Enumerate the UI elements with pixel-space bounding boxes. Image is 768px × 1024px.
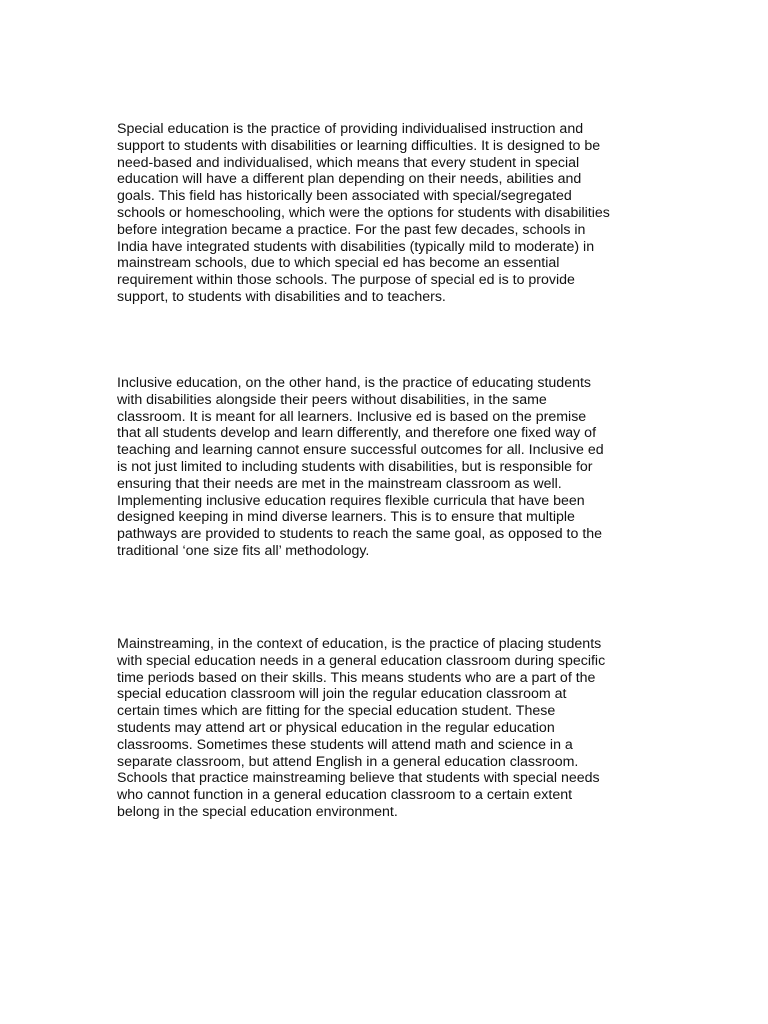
text-line: belong in the special education environment. bbox=[117, 803, 398, 820]
text-line: education will have a different plan depending on their needs, abilities and bbox=[117, 171, 582, 188]
text-line: with disabilities alongside their peers without disabilities, in the same bbox=[117, 391, 547, 408]
text-line: teaching and learning cannot ensure successful outcomes for all. Inclusive ed bbox=[117, 442, 604, 459]
text-line: support to students with disabilities or learning difficulties. It is designed to be bbox=[117, 137, 601, 154]
text-line: Inclusive education, on the other hand, is the practice of educating students bbox=[117, 375, 592, 391]
text-line: support, to students with disabilities and to teachers. bbox=[117, 288, 446, 305]
text-line: is not just limited to including students with disabilities, but is responsible for bbox=[117, 458, 593, 475]
text-line: special education classroom will join the regular education classroom at bbox=[117, 686, 567, 703]
text-line: with special education needs in a general education classroom during specific bbox=[117, 652, 606, 669]
text-line: traditional ‘one size fits all’ methodology. bbox=[117, 542, 370, 559]
text-line: India have integrated students with disabilities (typically mild to moderate) in bbox=[117, 238, 595, 255]
text-line: time periods based on their skills. This means students who are a part of the bbox=[117, 669, 596, 686]
text-line: Implementing inclusive education requires flexible curricula that have been bbox=[117, 492, 585, 509]
text-line: separate classroom, but attend English in a general education classroom. bbox=[117, 753, 579, 770]
text-line: designed keeping in mind diverse learners. This is to ensure that multiple bbox=[117, 509, 575, 526]
paragraph-special-education bbox=[117, 121, 657, 306]
text-line: Mainstreaming, in the context of education, is the practice of placing students bbox=[117, 636, 602, 652]
text-line: pathways are provided to students to reach the same goal, as opposed to the bbox=[117, 526, 603, 543]
text-line: need-based and individualised, which means that every student in special bbox=[117, 154, 580, 171]
paragraph-inclusive-education bbox=[117, 375, 657, 560]
text-line: classroom. It is meant for all learners. Inclusive ed is based on the premise bbox=[117, 408, 587, 425]
paragraph-mainstreaming bbox=[117, 636, 657, 821]
text-line: certain times which are fitting for the special education student. These bbox=[117, 703, 556, 720]
text-line: Schools that practice mainstreaming believe that students with special needs bbox=[117, 770, 600, 787]
text-line: who cannot function in a general education classroom to a certain extent bbox=[117, 787, 573, 804]
text-line: mainstream schools, due to which special ed has become an essential bbox=[117, 255, 560, 272]
text-line: that all students develop and learn differently, and therefore one fixed way of bbox=[117, 425, 597, 442]
text-line: goals. This field has historically been associated with special/segregated bbox=[117, 188, 572, 205]
text-line: before integration became a practice. For the past few decades, schools in bbox=[117, 221, 586, 238]
text-line: students may attend art or physical education in the regular education bbox=[117, 719, 555, 736]
text-line: requirement within those schools. The purpose of special ed is to provide bbox=[117, 272, 575, 289]
text-line: schools or homeschooling, which were the options for students with disabilities bbox=[117, 204, 610, 221]
text-line: ensuring that their needs are met in the mainstream classroom as well. bbox=[117, 475, 562, 492]
text-line: Special education is the practice of providing individualised instruction and bbox=[117, 121, 584, 137]
text-line: classrooms. Sometimes these students will attend math and science in a bbox=[117, 736, 573, 753]
